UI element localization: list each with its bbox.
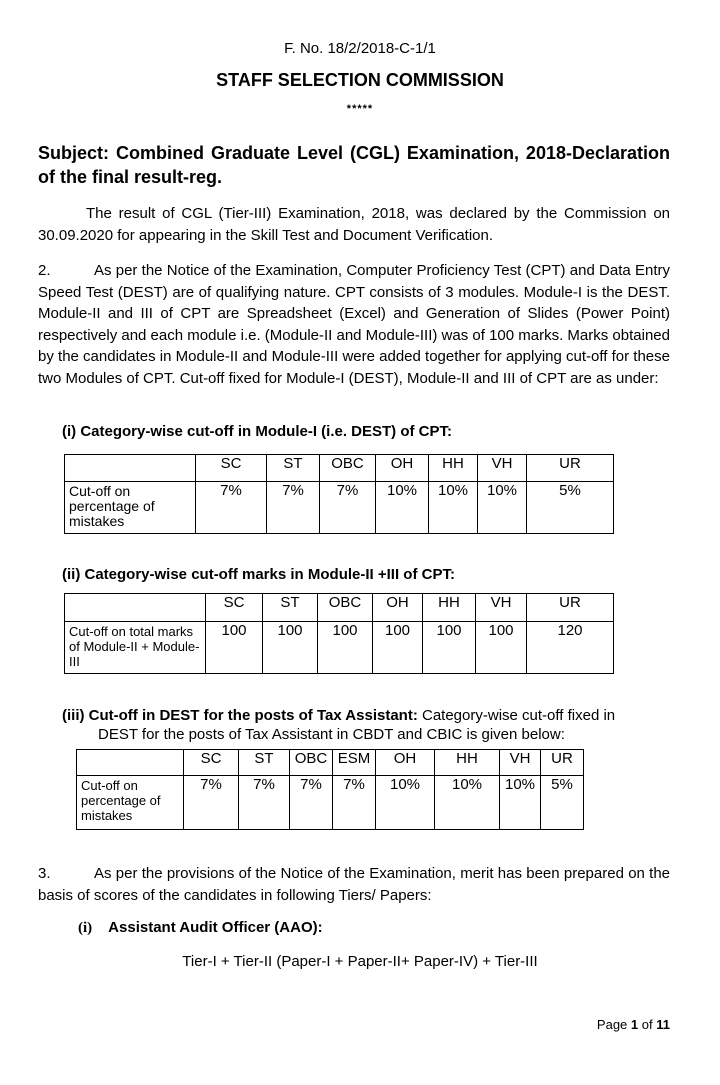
col-header-hh: HH [435,750,500,776]
cell-hh: 10% [429,482,478,534]
row-label: Cut-off on percentage of mistakes [77,776,184,830]
subject-line: Subject: Combined Graduate Level (CGL) Examination, 2018-Declaration of the final result-reg. [38,143,670,187]
table-row [77,776,584,830]
col-header-ur: UR [527,455,614,482]
page-label: Page [596,1017,628,1032]
table-row [65,622,614,674]
col-header-vh: VH [478,455,527,482]
paragraph-3 [38,863,670,906]
cell-obc: 100 [318,622,373,674]
section-3-heading-rest-1: Category-wise cut-off fixed in [417,707,616,724]
paragraph-3-number: 3. [38,865,51,882]
file-number: F. No. 18/2/2018-C-1/1 [284,40,436,57]
col-header-sc: SC [196,455,267,482]
organization-title: STAFF SELECTION COMMISSION [216,70,504,90]
table-corner-cell [65,594,206,622]
section-4-heading [78,919,323,937]
cutoff-table-dest [64,454,614,534]
col-header-sc: SC [184,750,239,776]
paragraph-1-text: The result of CGL (Tier-III) Examination, 2018, was declared by the Commission on 30.09.2020 for appearing in the Skill Test and Document Verification. [38,205,670,244]
page-number [597,1017,670,1032]
col-header-oh: OH [373,594,423,622]
cell-ur: 5% [527,482,614,534]
cell-obc: 7% [320,482,376,534]
separator-stars: ***** [346,103,374,115]
of-label: of [641,1017,653,1032]
table-header-row [77,750,584,776]
cell-oh: 10% [376,482,429,534]
table-row [65,482,614,534]
cutoff-table-cpt [64,593,614,674]
cell-st: 7% [267,482,320,534]
cell-vh: 100 [476,622,527,674]
table-corner-cell [77,750,184,776]
current-page: 1 [630,1017,639,1032]
section-4-roman: (i) [78,920,93,936]
cell-ur: 5% [541,776,584,830]
cell-hh: 100 [423,622,476,674]
paragraph-2-text: As per the Notice of the Examination, Computer Proficiency Test (CPT) and Data Entry Speed Test (DEST) are of qualifying nature. CPT consists of 3 modules. Module-I is the DEST. Module-II and III of CPT are Spreadsheet (Excel) and Generation of Slides (Power Point) respectively and each module i.e. (Module-II and Module-III) was of 100 marks. Marks obtained by the candidates in Module-II and Module-III were added together for applying cut-off for these two Modules of CPT. Cut-off fixed for Module-I (DEST), Module-II and III of CPT are as under: [38,262,670,387]
section-2-heading: (ii) Category-wise cut-off marks in Module-II +III of CPT: [62,566,455,583]
section-3-heading [62,706,672,744]
row-label: Cut-off on percentage of mistakes [65,482,196,534]
col-header-obc: OBC [320,455,376,482]
col-header-vh: VH [500,750,541,776]
col-header-sc: SC [206,594,263,622]
cell-st: 100 [263,622,318,674]
table-header-row [65,455,614,482]
col-header-vh: VH [476,594,527,622]
section-1-heading: (i) Category-wise cut-off in Module-I (i.e. DEST) of CPT: [62,423,452,440]
paragraph-3-text: As per the provisions of the Notice of the Examination, merit has been prepared on the basis of scores of the candidates in following Tiers/ Papers: [38,865,670,904]
col-header-obc: OBC [290,750,333,776]
cell-vh: 10% [478,482,527,534]
cell-sc: 7% [196,482,267,534]
paragraph-1 [38,203,670,246]
section-3-heading-bold: (iii) Cut-off in DEST for the posts of Tax Assistant: [62,707,418,724]
row-label: Cut-off on total marks of Module-II + Module-III [65,622,206,674]
col-header-st: ST [239,750,290,776]
col-header-ur: UR [541,750,584,776]
cutoff-table-tax-assistant [76,749,584,830]
section-4-title: Assistant Audit Officer (AAO): [108,919,323,936]
col-header-oh: OH [376,455,429,482]
cell-vh: 10% [500,776,541,830]
table-corner-cell [65,455,196,482]
col-header-ur: UR [527,594,614,622]
col-header-oh: OH [376,750,435,776]
cell-esm: 7% [333,776,376,830]
cell-obc: 7% [290,776,333,830]
cell-oh: 10% [376,776,435,830]
cell-sc: 100 [206,622,263,674]
total-pages: 11 [656,1017,670,1032]
paragraph-2-number: 2. [38,262,51,279]
section-3-heading-rest-2: DEST for the posts of Tax Assistant in CBDT and CBIC is given below: [98,726,565,743]
cell-hh: 10% [435,776,500,830]
table-header-row [65,594,614,622]
col-header-hh: HH [423,594,476,622]
col-header-hh: HH [429,455,478,482]
col-header-st: ST [263,594,318,622]
col-header-st: ST [267,455,320,482]
cell-ur: 120 [527,622,614,674]
cell-oh: 100 [373,622,423,674]
cell-st: 7% [239,776,290,830]
col-header-esm: ESM [333,750,376,776]
paragraph-2 [38,260,670,389]
merit-formula: Tier-I + Tier-II (Paper-I + Paper-II+ Paper-IV) + Tier-III [182,953,538,970]
cell-sc: 7% [184,776,239,830]
col-header-obc: OBC [318,594,373,622]
